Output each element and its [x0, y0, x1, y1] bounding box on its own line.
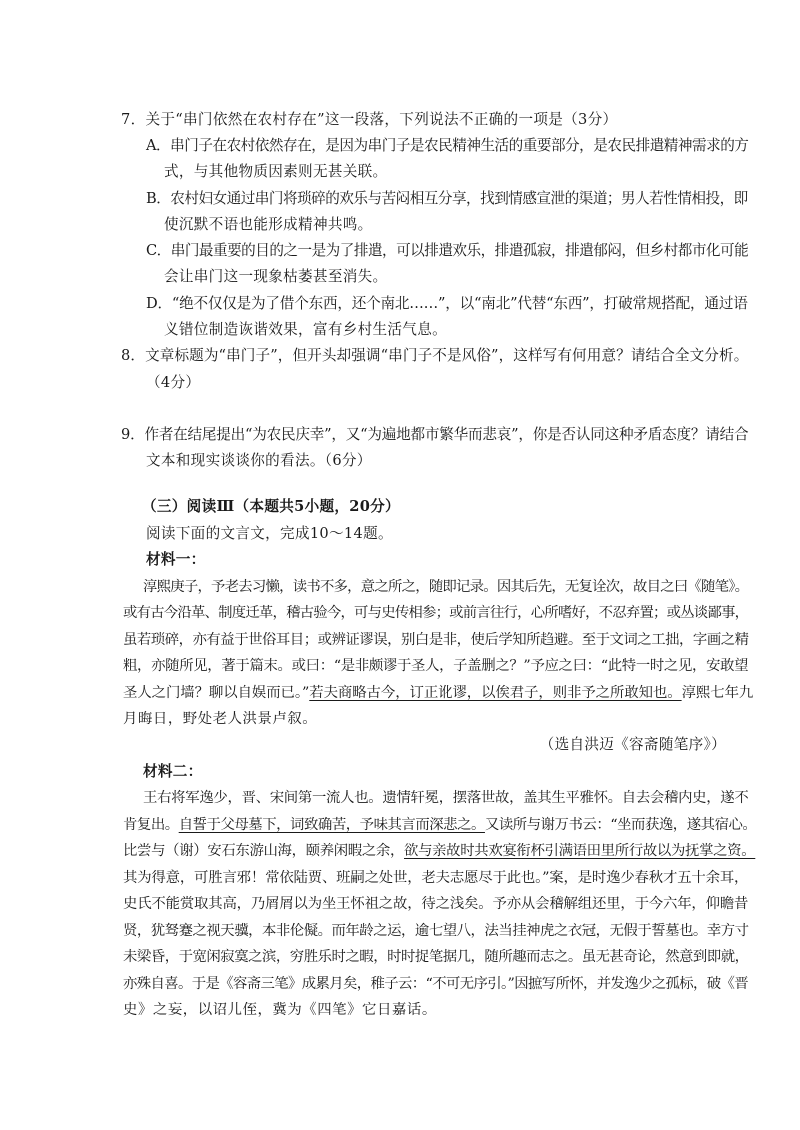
q7-option-b-line1: B．农村妇女通过串门将琐碎的欢乐与苦闷相互分享，找到情感宣泄的渠道；男人若性情相投，即 [146, 190, 748, 207]
q7-stem: 7．关于“串门依然在农村存在”这一段落，下列说法不正确的一项是（3分） [121, 111, 618, 128]
material2-line9: 史》之妄，以诏儿侄，冀为《四笔》它日嘉话。 [123, 1002, 437, 1018]
material2-label: 材料二： [143, 763, 203, 780]
q7-option-a-line1: A．串门子在农村依然存在，是因为串门子是农民精神生活的重要部分，是农民排遣精神需求的方 [146, 137, 749, 154]
q7-option-a-line2: 式，与其他物质因素则无甚关联。 [164, 163, 388, 180]
q9-line2: 文本和现实谈谈你的看法。（6分） [146, 452, 372, 469]
material2-line4: 其为得意，可胜言邪！常依陆贾、班嗣之处世，老夫志愿尽于此也。”案，是时逸少春秋才五十余耳， [123, 870, 749, 886]
material2-underlined-sentence-2: 欲与亲故时共欢宴衔杯引满语田里所行故以为抚掌之资。 [404, 843, 756, 859]
material1-line1: 淳熙庚子，予老去习懒，读书不多，意之所之，随即记录。因其后先，无复诠次，故目之曰《随笔》。 [143, 579, 749, 595]
material2-underlined-sentence-1: 自誓于父母墓下，词致确苦，予味其言而深悲之。 [178, 817, 485, 833]
material2-line8: 亦殊自喜。于是《容斋三笔》成累月矣，稚子云：“不可无序引。”因摭写所怀，并发逸少之孤标，破《晋 [123, 976, 749, 992]
material2-line3-start: 比尝与（谢）安石东游山海，颐养闲暇之余， [123, 843, 405, 859]
material2-line1: 王右将军逸少，晋、宋间第一流人也。遗情轩冕，摆落世故，盖其生平雅怀。自去会稽内史，遂不 [143, 790, 749, 806]
material2-line2 [123, 815, 756, 835]
material1-line2: 或有古今沿革、制度迁革，稽古验今，可与史传相参；或前言往行，心所嗜好，不忍弃置；或丛谈鄙事， [123, 605, 749, 621]
material1-line4: 粗，亦随所见，著于篇末。或曰：“是非颇谬于圣人，子盖删之？”予应之曰：“此特一时之见，安敢望 [123, 658, 749, 674]
material1-line3: 虽若琐碎，亦有益于世俗耳目；或辨证谬误，别白是非，使后学知所趋避。至于文词之工拙，字画之精 [123, 632, 749, 648]
material2-line2-end: 又读所与谢万书云：“坐而获逸，遂其宿心。 [484, 817, 757, 833]
q7-option-c-line2: 会让串门这一现象枯萎甚至消失。 [164, 268, 388, 285]
material2-line3 [123, 841, 755, 861]
material1-line5-start: 圣人之门墙？聊以自娱而已。” [123, 685, 310, 701]
q7-option-c-line1: C．串门最重要的目的之一是为了排遣，可以排遣欢乐，排遣孤寂，排遣郁闷，但乡村都市化可能 [146, 242, 749, 259]
material1-underlined-sentence: 若夫商略古今，订正讹谬，以俟君子，则非予之所敢知也。 [309, 685, 682, 701]
q7-option-b-line2: 使沉默不语也能形成精神共鸣。 [164, 216, 373, 233]
material1-line5-end: 淳熙七年九 [681, 685, 754, 701]
material1-source: （选自洪迈《容斋随笔序》） [539, 736, 726, 753]
material2-line2-start: 肯复出。 [123, 817, 179, 833]
q7-option-d-line1: D．“绝不仅仅是为了借个东西，还个南北……”，以“南北”代替“东西”，打破常规搭配，通过语 [146, 295, 748, 312]
material1-line5 [123, 683, 753, 703]
q9-line1: 9．作者在结尾提出“为农民庆幸”，又“为遍地都市繁华而悲哀”，你是否认同这种矛盾态度？请结合 [121, 426, 749, 443]
material2-line6: 贤，犹驽蹇之视天骥，本非伦儗。而年龄之运，逾七望八，法当挂神虎之衣冠，无假于誓墓也。幸方寸 [123, 923, 749, 939]
q8-line1: 8．文章标题为“串门子”，但开头却强调“串门子不是风俗”，这样写有何用意？请结合全文分析。 [121, 347, 749, 364]
material1-line6: 月晦日，野处老人洪景卢叙。 [123, 711, 318, 727]
q7-option-d-line2: 义错位制造诙谐效果，富有乡村生活气息。 [164, 321, 447, 338]
material2-line7: 未梁昏，于宽闲寂寞之滨，穷胜乐时之暇，时时捉笔据几，随所趣而志之。虽无甚奇论，然意到即就， [123, 949, 749, 965]
q8-line2: （4分） [146, 374, 201, 391]
section3-instruction: 阅读下面的文言文，完成10～14题。 [146, 525, 393, 542]
section3-heading: （三）阅读Ⅲ（本题共5小题，20分） [142, 498, 400, 515]
material2-line5: 史氏不能赏取其高，乃屑屑以为坐王怀祖之故，待之浅矣。予亦从会稽解组还里，于今六年，仰瞻昔 [123, 896, 749, 912]
material1-label: 材料一： [146, 551, 206, 568]
